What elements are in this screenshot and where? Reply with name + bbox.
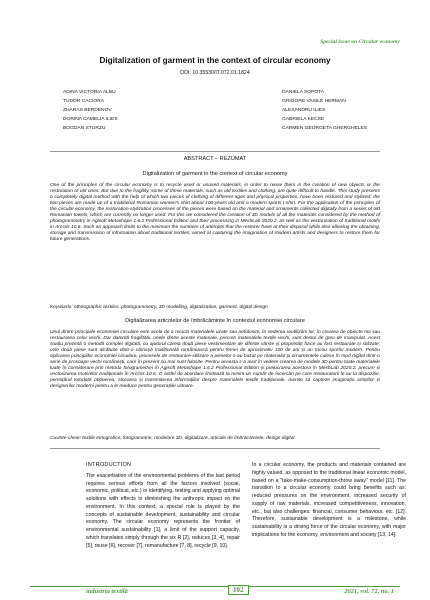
intro-paragraph: The exacerbation of the environmental problems of the last period requires serious efforts from all the factors involved (social, economic, political, etc.) in identifying, testing and applying optimal solutions with effects in diminishing the anthropic impact on the environment. In this context, a special role is played by the concepts of sustainable development, sustainability and circular economy. The circular economy represents the frontier of environmental sustainability [1], a limit of the support capacity, which translates simply through the six R [2], reduces [3, 4], repair [5], reuse [6], recover [7], remanufacture [7, 8], recycle [9, 10].: [86, 472, 240, 549]
author-name: ALEXANDRU ILIES: [282, 108, 326, 113]
author-name: ADINA VICTORIA ALBU: [63, 90, 116, 95]
abstract-en-title: Digitalization of garment in the context of circular economy: [142, 171, 288, 177]
article-title: Digitalization of garment in the context of circular economy: [99, 56, 331, 65]
abstract-ro-title: Digitalizarea articolelor de îmbrăcăminte în contextul economiei circulare: [125, 318, 305, 324]
keywords-ro: Cuvinte-cheie: textile etnografice, fotogrametrie, modelare 3D, digitalizare, articole de îmbrăcăminte, design digital: [50, 436, 295, 441]
page-number: 102: [228, 585, 249, 595]
article-doi: DOI: 10.35530/IT.072.01.1824: [180, 70, 250, 76]
author-name: ZHARAS BERDENOV: [63, 108, 112, 113]
authors-right: [282, 88, 367, 133]
issue-info: 2021, vol. 72, no. 1: [344, 588, 394, 595]
page-footer: [30, 586, 400, 597]
authors-left: [63, 88, 118, 133]
special-issue-label: Special issue on Circular economy: [320, 39, 400, 45]
abstract-ro-text: Unul dintre principiile economiei circulare este acela de a recicla materialele uzate sau nefolosite, în vederea reutilizării lor, în crearea de obiecte noi sau restaurarea celor vechi. Dar datorită fragilității, unele dintre aceste materiale, precum materialele textile vechi, sunt destul de greu de manipulat. Acest studiu prezintă o metodă complet digitală, cu ajutorul căreia două piese vestimentare de diferite vârste și proprietăți fizice au fost restaurate și stilizate; cele două piese sunt alcătuite dintr-o cămașă tradițională românească pentru femei de aproximativ 100 de ani și un tricou sportiv modern. Pentru aplicarea principiilor economiei circulare, procesele de restaurare-stilizare a pieselor s-au bazat pe materialul și ornamentele culese în mod digital dintr-o serie de prosoape vechi românești, care în prezent nu mai sunt folosite. Pentru aceasta s-a avut în vedere crearea de modele 3D pentru toate materialele luate în considerare prin metoda fotogrametriei în Agisoft Metashape 1.6.2 Professional Edition și prelucrarea acestora în MeshLab 2020.2, precum și vectorizarea motivelor tradiționale în ArcGis 10.6. O astfel de abordare limitează la minim un număr de încercări pe care restauratorii le au la dispoziție, permițând totodată obținerea, stocarea și transmiterea informațiilor despre materialele textile tradiționale, menite să capteze imaginația artiștilor și designerilor moderni pentru a le readuce pentru generațiile viitoare.: [50, 330, 380, 390]
intro-right-column: [252, 462, 406, 540]
author-name: GABRIELA KECSE: [282, 117, 325, 122]
divider: [50, 448, 380, 449]
author-name: DORINA CAMELIA ILIES: [63, 117, 118, 122]
journal-name: industria textilă: [86, 588, 128, 595]
author-name: GRIGORE VASILE HERMAN: [282, 99, 346, 104]
divider: [50, 151, 380, 152]
author-name: BOGDAN STURZU: [63, 126, 106, 131]
keywords-en: Keywords: ethnographic textiles, photogrammetry, 3D modelling, digitalization, garment, digital design: [50, 305, 268, 310]
abstract-heading: ABSTRACT – REZUMAT: [183, 156, 247, 162]
intro-paragraph: In a circular economy, the products and materials contained are highly valued, as opposed to the traditional linear economic model, based on a "take-make-consumption-throw away" model [11]. The transition to a circular economy could bring benefits such as: reduced pressures on the environment, increased security of supply of raw materials, increased competitiveness, innovation, etc., but also challenges: financial, consumer behaviour, etc. [12]. Therefore, sustainable development is a milestone, while sustainability is a driving force of the circular economy, with major implications for the economy, environment and society [13, 14].: [252, 462, 406, 538]
intro-left-column: [86, 462, 240, 550]
author-name: CARMEN GEORGETA GHERGHELES: [282, 126, 367, 131]
abstract-en-text: One of the principles of the circular economy is to recycle used or unused materials, in order to reuse them in the creation of new objects or the restoration of old ones. But due to the fragility, some of these materials, such as old textiles and clothing, are quite difficult to handle. This study presents a completely digital method with the help of which two pieces of clothing of different ages and physical properties, have been restored and stylized; the two pieces are made up of a traditional Romanian women's shirt about 100 years old and a modern sports t-shirt. For the application of the principles of the circular economy, the restoration-stylization processes of the pieces were based on the material and ornaments collected digitally from a series of old Romanian towels, which are currently no longer used. For this we considered the creation of 3D models of all the materials considered by the method of photogrammetry in Agisoft Metashape 1.6.2 Professional Edition and their processing in MeshLab 2020.2, as well as the vectorization of traditional motifs in ArcGis 10.6. Such an approach limits to the minimum the numbers of attempts that the restorer have at their disposal while also allowing the obtaining, storage and transmission of information about traditional textiles, aimed at capturing the imagination of modern artists and designers to restore them for future generations.: [50, 183, 380, 243]
author-name: TUDOR CACIORA: [63, 99, 105, 104]
author-name: DANIELA SOPOTA: [282, 90, 325, 95]
intro-heading: INTRODUCTION: [86, 462, 132, 468]
